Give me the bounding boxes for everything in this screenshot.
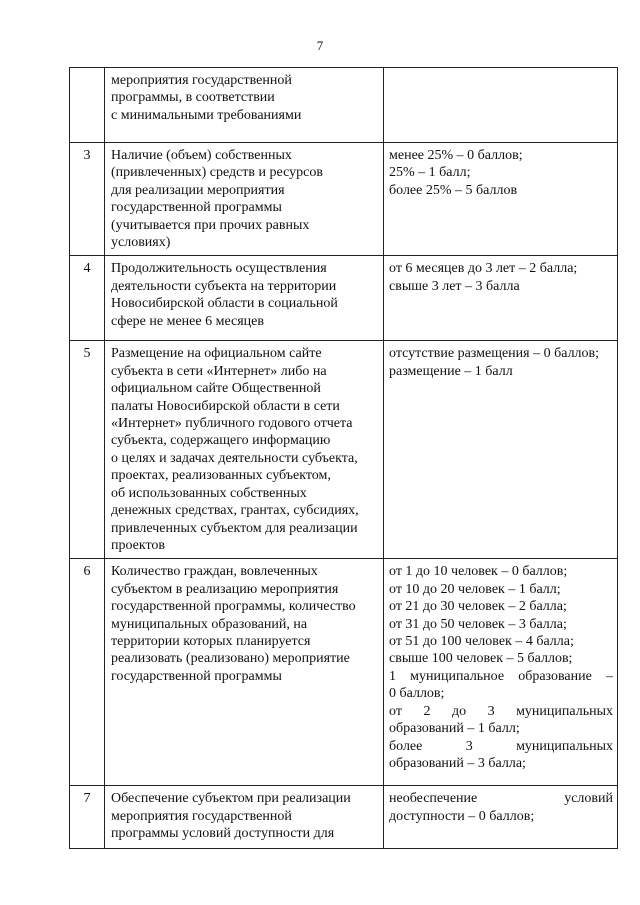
row-number-cell: 5	[70, 341, 105, 559]
score-line: менее 25% – 0 баллов;	[389, 148, 523, 163]
criterion-line: программы условий доступности для	[111, 826, 335, 842]
score-line: свыше 3 лет – 3 балла	[389, 278, 520, 294]
criterion-line: (привлеченных) средств и ресурсов	[111, 165, 323, 181]
criterion-line: мероприятия государственной	[111, 808, 292, 824]
score-line: необеспечение условий	[389, 791, 613, 807]
score-line: от 31 до 50 человек – 3 балла;	[389, 616, 567, 632]
criterion-line: палаты Новосибирской области в сети	[111, 398, 340, 414]
criterion-line: Количество граждан, вовлеченных	[111, 564, 318, 580]
criterion-cell	[105, 341, 384, 559]
score-line: отсутствие размещения – 0 баллов;	[389, 346, 600, 362]
score-line: от 10 до 20 человек – 1 балл;	[389, 581, 561, 597]
criterion-line: для реализации мероприятия	[111, 182, 285, 198]
criteria-table-body	[70, 68, 618, 849]
score-cell	[384, 341, 618, 559]
score-cell	[384, 143, 618, 256]
score-cell	[384, 256, 618, 341]
criterion-line: территории которых планируется	[111, 634, 311, 650]
score-line: 1 муниципальное образование –	[389, 668, 613, 684]
row-number-cell: 3	[70, 143, 105, 256]
page-number: 7	[316, 38, 324, 53]
criterion-line: условиях)	[111, 235, 171, 251]
score-line: от 51 до 100 человек – 4 балла;	[389, 634, 574, 650]
score-line: доступности – 0 баллов;	[389, 808, 535, 824]
criterion-line: об использованных собственных	[111, 485, 307, 501]
row-number-cell: 4	[70, 256, 105, 341]
score-line: более 25% – 5 баллов	[389, 182, 518, 198]
criterion-line: официальном сайте Общественной	[111, 381, 321, 397]
criterion-line: «Интернет» публичного годового отчета	[111, 416, 353, 432]
score-cell	[384, 68, 618, 143]
criterion-line: субъекта, содержащего информацию	[111, 433, 331, 449]
criterion-cell	[105, 256, 384, 341]
criterion-line: муниципальных образований, на	[111, 616, 308, 632]
criterion-line: привлеченных субъектом для реализации	[111, 520, 358, 536]
criterion-cell	[105, 559, 384, 786]
score-line: размещение – 1 балл	[389, 363, 513, 379]
score-line: образований – 3 балла;	[389, 755, 526, 771]
criterion-line: Продолжительность осуществления	[111, 261, 327, 277]
criterion-line: денежных средствах, грантах, субсидиях,	[111, 503, 359, 519]
criterion-line: сфере не менее 6 месяцев	[111, 313, 264, 329]
score-line: от 1 до 10 человек – 0 баллов;	[389, 564, 568, 580]
criterion-line: субъектом в реализацию мероприятия	[111, 581, 339, 597]
row-number-cell: 7	[70, 786, 105, 849]
criterion-line: Обеспечение субъектом при реализации	[111, 791, 351, 807]
criterion-line: проектах, реализованных субъектом,	[111, 468, 331, 484]
criterion-cell	[105, 68, 384, 143]
criterion-line: с минимальными требованиями	[111, 107, 302, 123]
criterion-line: деятельности субъекта на территории	[111, 278, 337, 294]
criterion-line: Новосибирской области в социальной	[111, 296, 338, 312]
criterion-line: мероприятия государственной	[111, 73, 292, 88]
row-number-cell	[70, 68, 105, 143]
criterion-cell	[105, 786, 384, 849]
criterion-line: государственной программы	[111, 200, 282, 216]
criterion-line: государственной программы, количество	[111, 599, 356, 615]
criterion-line: проектов	[111, 537, 166, 553]
table-row	[70, 341, 618, 559]
table-row	[70, 68, 618, 143]
score-line: образований – 1 балл;	[389, 721, 520, 737]
criterion-cell	[105, 143, 384, 256]
row-number-cell: 6	[70, 559, 105, 786]
criterion-line: о целях и задачах деятельности субъекта,	[111, 450, 358, 466]
criterion-line: субъекта в сети «Интернет» либо на	[111, 363, 327, 379]
criterion-line: Наличие (объем) собственных	[111, 148, 292, 163]
criterion-line: государственной программы	[111, 668, 282, 684]
criteria-table	[69, 67, 618, 849]
criterion-line: программы, в соответствии	[111, 90, 275, 106]
score-cell	[384, 786, 618, 849]
table-row	[70, 143, 618, 256]
score-line: 25% – 1 балл;	[389, 165, 471, 181]
criterion-line: (учитывается при прочих равных	[111, 217, 310, 233]
table-row	[70, 256, 618, 341]
criterion-line: реализовать (реализовано) мероприятие	[111, 651, 350, 667]
criterion-line: Размещение на официальном сайте	[111, 346, 322, 362]
score-line: от 2 до 3 муниципальных	[389, 703, 613, 719]
score-line: от 21 до 30 человек – 2 балла;	[389, 599, 567, 615]
score-line: 0 баллов;	[389, 686, 445, 702]
score-line: свыше 100 человек – 5 баллов;	[389, 651, 573, 667]
score-line: более 3 муниципальных	[389, 738, 613, 754]
score-line: от 6 месяцев до 3 лет – 2 балла;	[389, 261, 578, 277]
table-row	[70, 786, 618, 849]
table-row	[70, 559, 618, 786]
score-cell	[384, 559, 618, 786]
